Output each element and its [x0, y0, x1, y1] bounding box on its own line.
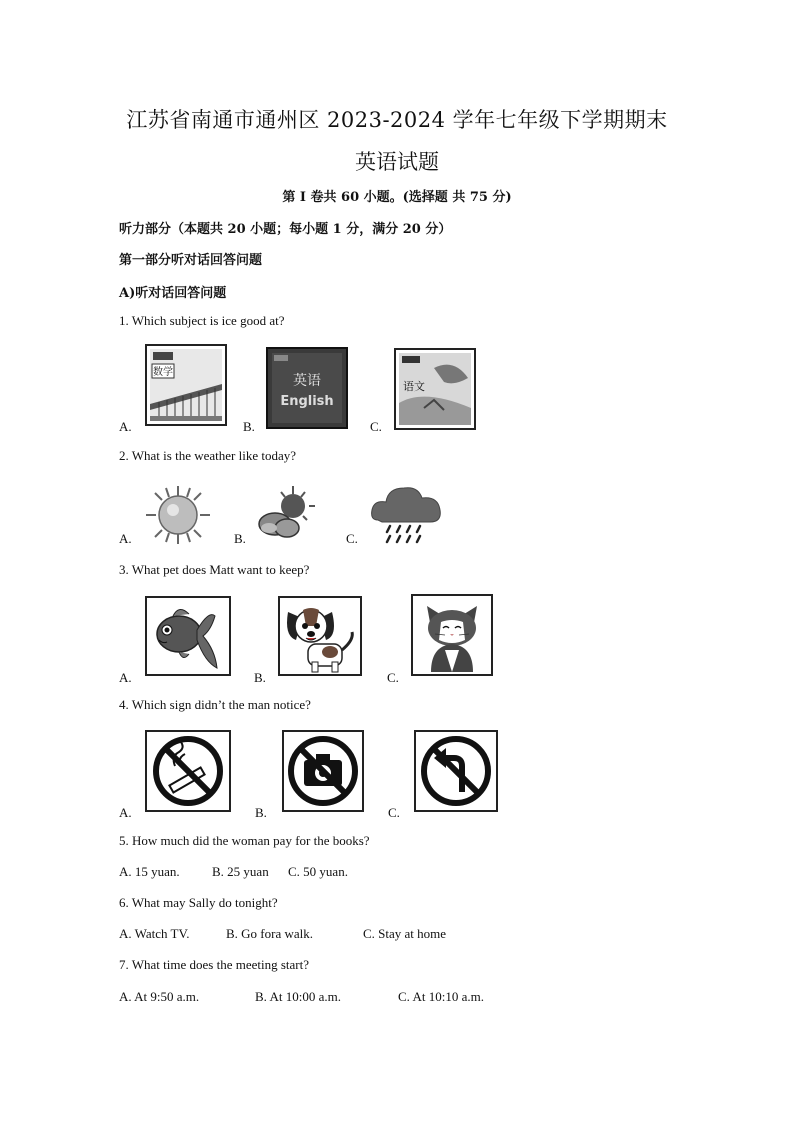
part1-heading: 第一部分听对话回答问题: [119, 253, 263, 268]
q6-option-a: A. Watch TV.: [119, 926, 190, 941]
question-1: 1. Which subject is ice good at?: [119, 313, 285, 328]
q6-option-b: B. Go fora walk.: [226, 926, 314, 941]
q7-option-c: C. At 10:10 a.m.: [398, 989, 484, 1004]
q4-option-b-label: B.: [255, 805, 267, 820]
question-4: 4. Which sign didn’t the man notice?: [119, 697, 311, 712]
chinese-book-cover-text: 语文: [403, 380, 425, 393]
goldfish-icon: [145, 596, 231, 676]
cat-icon: [411, 594, 493, 676]
no-photos-sign-icon: [282, 730, 364, 812]
chinese-book-icon: [394, 348, 476, 430]
partA-heading: A)听对话回答问题: [119, 286, 227, 301]
sunny-icon: [140, 484, 216, 546]
no-smoking-sign-icon: [145, 730, 231, 812]
q2-option-c-label: C.: [346, 531, 358, 546]
document-subtitle: 英语试题: [355, 150, 439, 174]
english-book-cover-word: English: [280, 394, 334, 409]
q4-option-c-label: C.: [388, 805, 400, 820]
no-left-turn-sign-icon: [414, 730, 498, 812]
q6-option-c: C. Stay at home: [363, 926, 447, 941]
q7-option-a: A. At 9:50 a.m.: [119, 989, 200, 1004]
q2-option-b-label: B.: [234, 531, 246, 546]
question-2: 2. What is the weather like today?: [119, 448, 297, 463]
q5-option-c: C. 50 yuan.: [288, 864, 348, 879]
q5-option-a: A. 15 yuan.: [119, 864, 180, 879]
q1-option-a-label: A.: [119, 419, 132, 434]
dog-icon: [278, 596, 362, 676]
q3-option-a-label: A.: [119, 670, 132, 685]
question-3: 3. What pet does Matt want to keep?: [119, 562, 310, 577]
partly-cloudy-icon: [253, 484, 315, 544]
q5-option-b: B. 25 yuan: [212, 864, 269, 879]
math-book-cover-text: 数学: [153, 367, 173, 378]
document-title: 江苏省南通市通州区 2023-2024 学年七年级下学期期末: [126, 108, 668, 132]
rain-cloud-icon: [368, 482, 444, 546]
q4-option-a-label: A.: [119, 805, 132, 820]
question-5: 5. How much did the woman pay for the books?: [119, 833, 370, 848]
question-6: 6. What may Sally do tonight?: [119, 895, 278, 910]
english-book-icon: [266, 347, 348, 429]
math-book-icon: [145, 344, 227, 426]
question-7: 7. What time does the meeting start?: [119, 957, 310, 972]
q3-option-b-label: B.: [254, 670, 266, 685]
listening-section-heading: 听力部分（本题共 20 小题；每小题 1 分，满分 20 分）: [119, 222, 452, 237]
volume-note: 第 I 卷共 60 小题。(选择题 共 75 分): [282, 190, 512, 205]
q2-option-a-label: A.: [119, 531, 132, 546]
q1-option-b-label: B.: [243, 419, 255, 434]
q1-option-c-label: C.: [370, 419, 382, 434]
q3-option-c-label: C.: [387, 670, 399, 685]
q7-option-b: B. At 10:00 a.m.: [255, 989, 341, 1004]
english-book-cover-title: 英语: [293, 373, 321, 389]
